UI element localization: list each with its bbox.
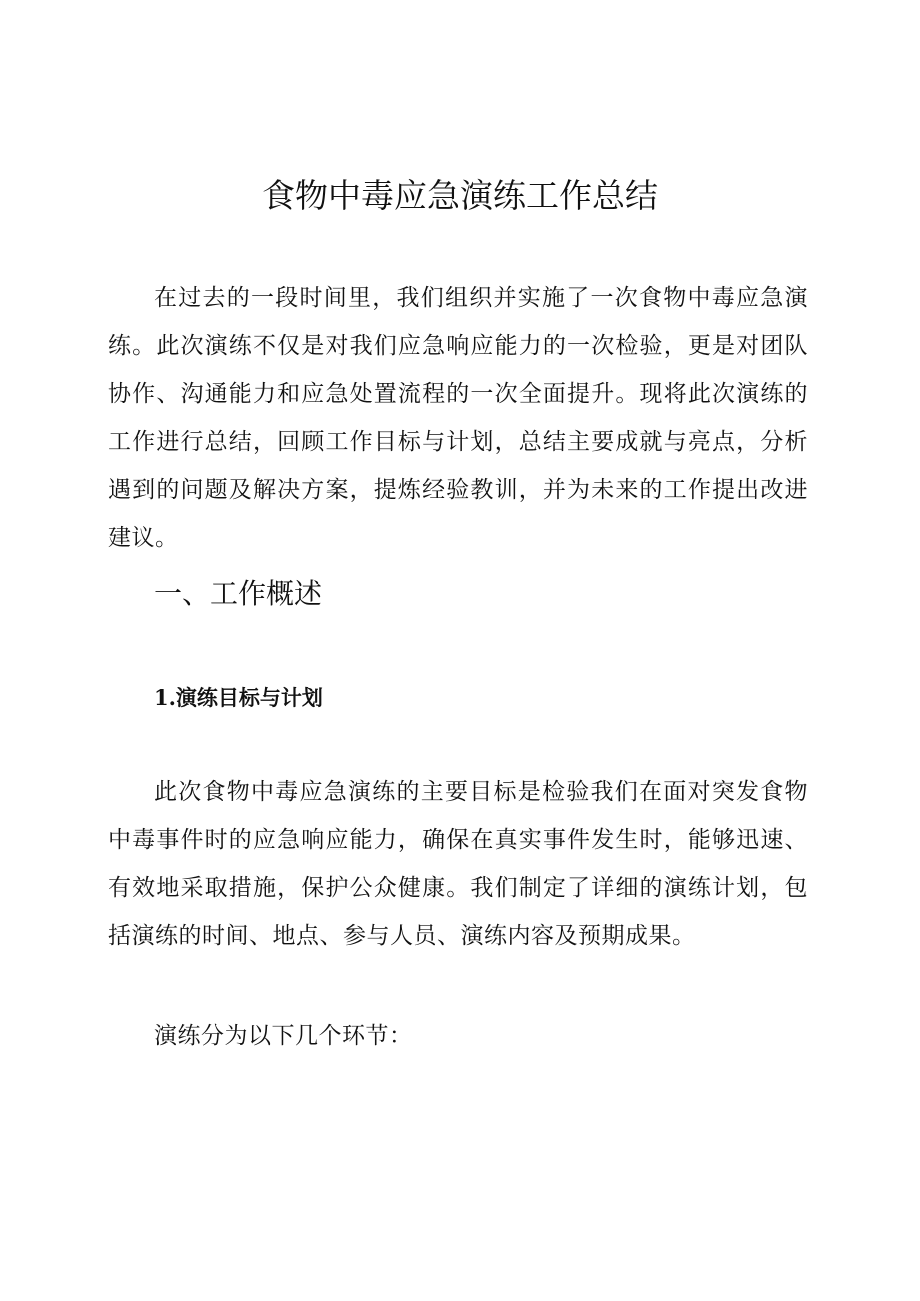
document-title: 食物中毒应急演练工作总结 xyxy=(262,176,658,215)
goals-plan-paragraph: 此次食物中毒应急演练的主要目标是检验我们在面对突发食物中毒事件时的应急响应能力，确保在真实事件发生时，能够迅速、有效地采取措施，保护公众健康。我们制定了详细的演练计划，包括演练的时间、地点、参与人员、演练内容及预期成果。 xyxy=(108,779,808,949)
intro-paragraph: 在过去的一段时间里，我们组织并实施了一次食物中毒应急演练。此次演练不仅是对我们应急响应能力的一次检验，更是对团队协作、沟通能力和应急处置流程的一次全面提升。现将此次演练的工作进行总结，回顾工作目标与计划，总结主要成就与亮点，分析遇到的问题及解决方案，提炼经验教训，并为未来的工作提出改进建议。 xyxy=(108,285,808,551)
stages-intro-paragraph: 演练分为以下几个环节： xyxy=(154,1023,413,1049)
subsection-heading-goals-plan: 1.演练目标与计划 xyxy=(154,685,323,710)
section-heading-overview: 一、工作概述 xyxy=(154,577,323,610)
